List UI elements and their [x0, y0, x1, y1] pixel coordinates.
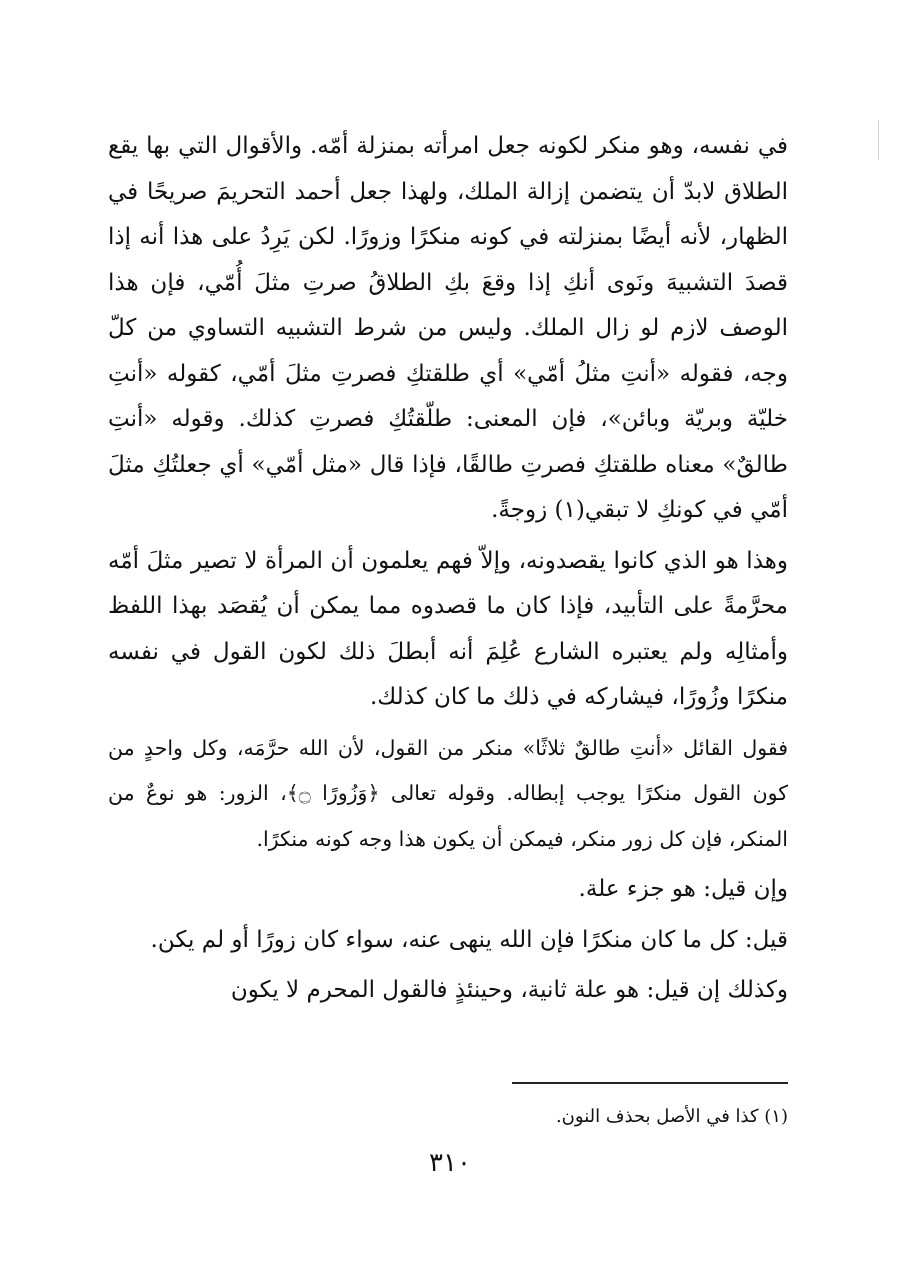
footnote: (١) كذا في الأصل بحذف النون. — [555, 1106, 788, 1127]
footnote-separator — [512, 1082, 788, 1084]
paragraph-1: في نفسه، وهو منكر لكونه جعل امرأته بمنزلة أمّه. والأقوال التي بها يقع الطلاق لابدّ أن يتضمن إزالة الملك، ولهذا جعل أحمد التحريمَ صريحًا في الظهار، لأنه أيضًا بمنزلته في كونه منكرًا وزورًا. لكن يَرِدُ على هذا أنه إذا قصدَ التشبيهَ ونَوى أنكِ إذا وقعَ بكِ الطلاقُ صرتِ مثلَ أُمّي، فإن هذا الوصف لازم لو زال الملك. وليس من شرط التشبيه التساوي من كلّ وجه، فقوله «أنتِ مثلُ أمّي» أي طلقتكِ فصرتِ مثلَ أمّي، كقوله «أنتِ خليّة وبريّة وبائن»، فإن المعنى: طلّقتُكِ فصرتِ كذلك. وقوله «أنتِ طالقٌ» معناه طلقتكِ فصرتِ طالقًا، فإذا قال «مثل أمّي» أي جعلتُكِ مثلَ أمّي في كونكِ لا تبقي(١) زوجةً. — [108, 133, 788, 523]
paragraph-6: وكذلك إن قيل: هو علة ثانية، وحينئذٍ فالقول المحرم لا يكون — [230, 977, 788, 1003]
page-number: ٣١٠ — [429, 1148, 471, 1178]
paragraph-4: وإن قيل: هو جزء علة. — [578, 876, 788, 902]
margin-mark — [878, 120, 879, 160]
main-text — [108, 124, 788, 1019]
paragraph-3: فقول القائل «أنتِ طالقٌ ثلاثًا» منكر من القول، لأن الله حرَّمَه، وكل واحدٍ من كون القول منكرًا يوجب إبطاله. وقوله تعالى ﴿وَزُورًا ۝﴾، الزور: هو نوعٌ من المنكر، فإن كل زور منكر، فيمكن أن يكون هذا وجه كونه منكرًا. — [108, 735, 789, 851]
paragraph-2: وهذا هو الذي كانوا يقصدونه، وإلاّ فهم يعلمون أن المرأة لا تصير مثلَ أمّه محرَّمةً على التأبيد، فإذا كان ما قصدوه مما يمكن أن يُقصَد بهذا اللفظ وأمثالِه ولم يعتبره الشارع عُلِمَ أنه أبطلَ ذلك لكون القول في نفسه منكرًا وزُورًا، فيشاركه في ذلك ما كان كذلك. — [108, 547, 788, 710]
paragraph-5: قيل: كل ما كان منكرًا فإن الله ينهى عنه، سواء كان زورًا أو لم يكن. — [150, 926, 788, 953]
